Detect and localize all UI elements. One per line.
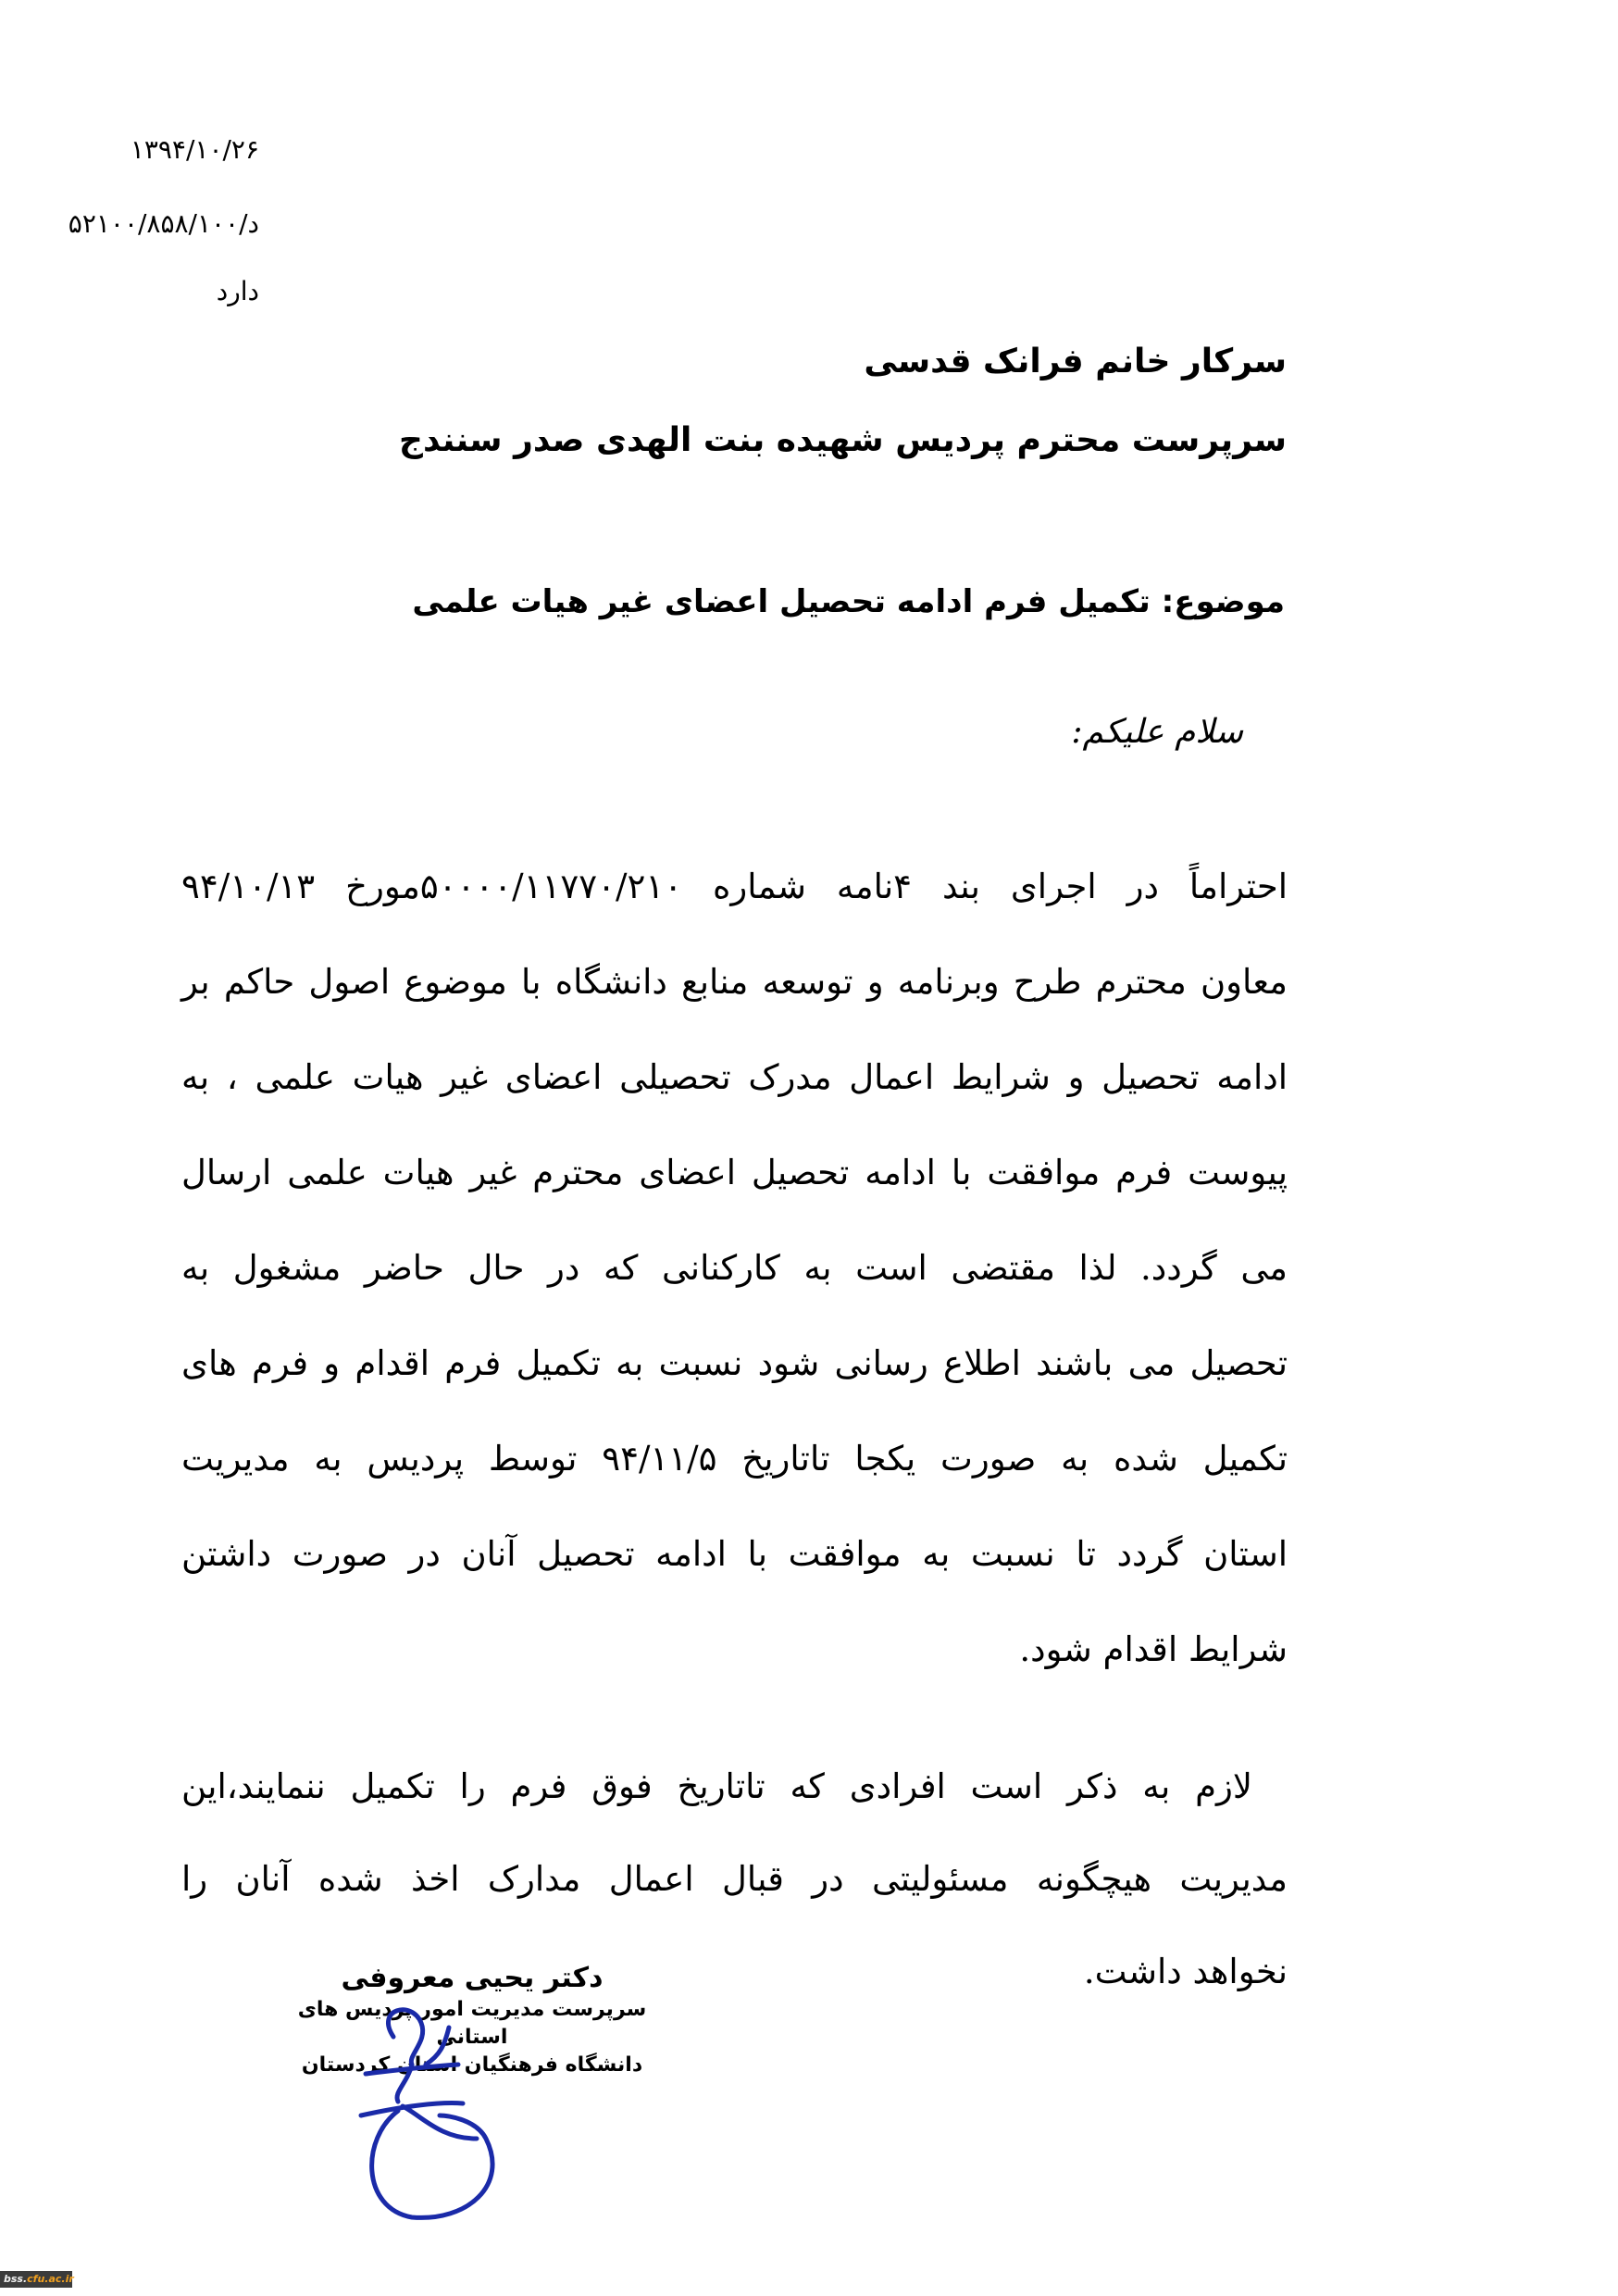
signature-strokes [361, 2010, 492, 2218]
body-line: می گردد. لذا مقتضی است به کارکنانی که در حال حاضر مشغول به [181, 1248, 1288, 1288]
watermark-text-domain: cfu.ac.ir [27, 2273, 74, 2285]
body-line: نخواهد داشت. [1083, 1952, 1288, 1991]
body-line: احتراماً در اجرای بند ۴نامه شماره ۵۰۰۰۰/۱۱۷۷۰/۲۱۰مورخ ۹۴/۱۰/۱۳ [181, 867, 1288, 906]
letter-number: د/۵۲۱۰۰/۸۵۸/۱۰۰ [68, 208, 259, 239]
site-watermark [0, 2271, 72, 2288]
signatory-position: سرپرست مدیریت امور پردیس های استانی [297, 1998, 647, 2049]
letter-date: ۱۳۹۴/۱۰/۲۶ [130, 134, 259, 165]
body-line: تکمیل شده به صورت یکجا تاتاریخ ۹۴/۱۱/۵ توسط پردیس به مدیریت [181, 1439, 1288, 1479]
handwritten-signature [356, 2000, 523, 2222]
body-line: شرایط اقدام شود. [1019, 1629, 1288, 1669]
letter-subject: موضوع: تکمیل فرم ادامه تحصیل اعضای غیر هیات علمی [412, 583, 1285, 620]
signatory-name: دکتر یحیی معروفی [341, 1962, 604, 1994]
body-line: پیوست فرم موافقت با ادامه تحصیل اعضای محترم غیر هیات علمی ارسال [181, 1153, 1288, 1192]
body-line: ادامه تحصیل و شرایط اعمال مدرک تحصیلی اعضای غیر هیات علمی ، به [181, 1057, 1288, 1097]
body-paragraph-1 [181, 839, 1288, 1697]
recipient-title: سرپرست محترم پردیس شهیده بنت الهدی صدر سنندج [399, 421, 1287, 459]
body-line: استان گردد تا نسبت به موافقت با ادامه تحصیل آنان در صورت داشتن [181, 1534, 1288, 1574]
signatory-organization: دانشگاه فرهنگیان استان کردستان [301, 2053, 643, 2077]
body-line: معاون محترم طرح وبرنامه و توسعه منابع دانشگاه با موضوع اصول حاکم بر [181, 962, 1288, 1002]
greeting: سلام علیکم: [1071, 713, 1243, 751]
recipient-name: سرکار خانم فرانک قدسی [864, 343, 1287, 381]
body-line: تحصیل می باشند اطلاع رسانی شود نسبت به تکمیل فرم اقدام و فرم های [181, 1343, 1288, 1383]
watermark-text-prefix: bss. [4, 2273, 28, 2285]
body-line: مدیریت هیچگونه مسئولیتی در قبال اعمال مدارک اخذ شده آنان را [181, 1859, 1288, 1899]
attachment-status: دارد [216, 276, 259, 306]
body-line: لازم به ذکر است افرادی که تاتاریخ فوق فرم را تکمیل ننمایند،این [181, 1766, 1252, 1806]
